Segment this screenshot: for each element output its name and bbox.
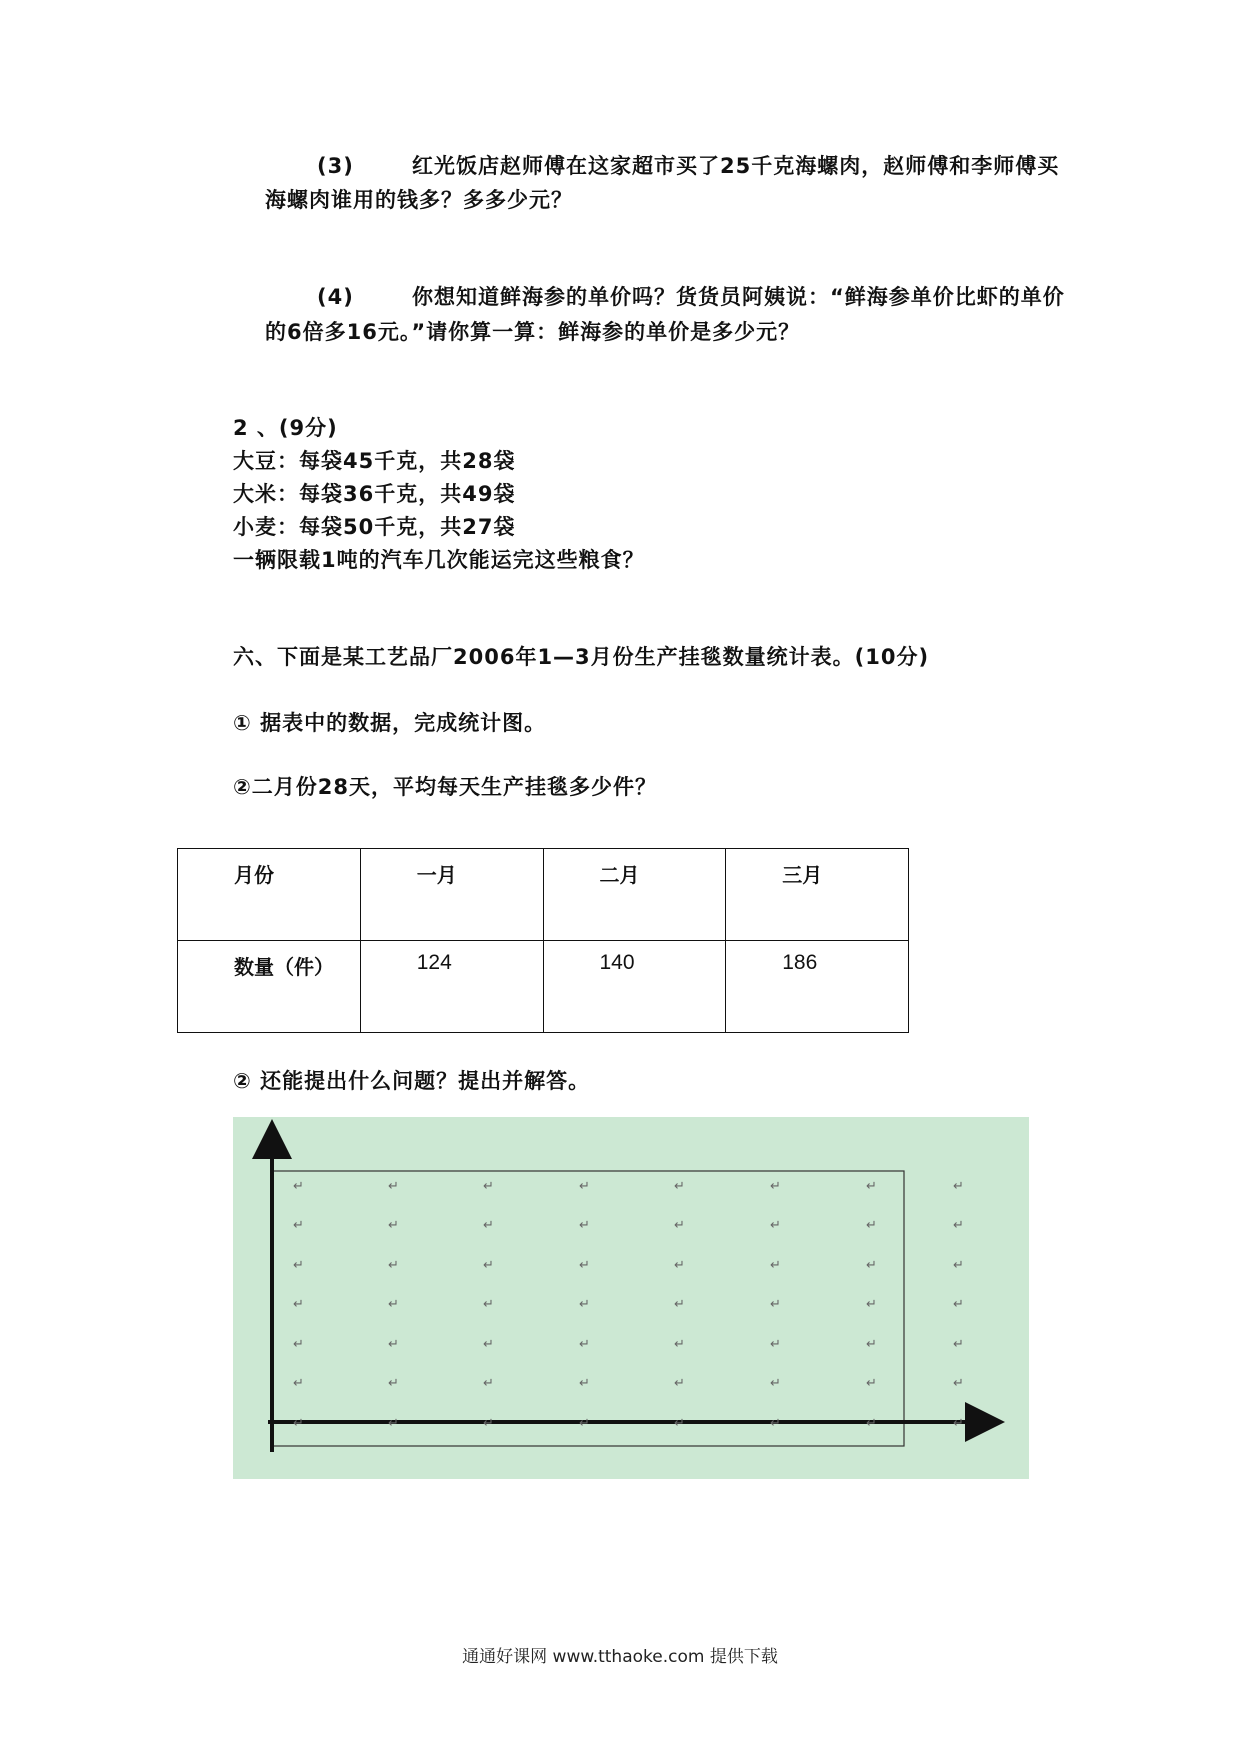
paragraph-mark: ↵ <box>293 1297 304 1312</box>
table-header-text: 二月 <box>599 863 640 887</box>
question-3-number: (3) <box>317 154 354 178</box>
paragraph-mark: ↵ <box>866 1416 877 1431</box>
question-3-text-line1: 红光饭店赵师傅在这家超市买了25千克海螺肉，赵师傅和李师傅买 <box>412 154 1060 178</box>
paragraph-mark: ↵ <box>579 1416 590 1431</box>
table-cell <box>543 941 726 1033</box>
problem-2-question: 一辆限载1吨的汽车几次能运完这些粮食？ <box>233 548 645 572</box>
paragraph-mark: ↵ <box>770 1416 781 1431</box>
problem-2-item: 大豆：每袋45千克，共28袋 <box>233 449 516 473</box>
paragraph-mark: ↵ <box>674 1218 685 1233</box>
paragraph-mark: ↵ <box>293 1376 304 1391</box>
paragraph-mark: ↵ <box>293 1337 304 1352</box>
problem-2-item: 大米：每袋36千克，共49袋 <box>233 482 516 506</box>
paragraph-mark: ↵ <box>388 1376 399 1391</box>
paragraph-mark: ↵ <box>770 1376 781 1391</box>
problem-2-title: 2 、(9分) <box>233 416 338 440</box>
paragraph-mark: ↵ <box>579 1376 590 1391</box>
section-6-question-2: ②二月份28天，平均每天生产挂毯多少件？ <box>233 775 658 799</box>
paragraph-mark: ↵ <box>483 1297 494 1312</box>
paragraph-mark: ↵ <box>770 1258 781 1273</box>
paragraph-mark: ↵ <box>866 1258 877 1273</box>
paragraph-mark: ↵ <box>388 1337 399 1352</box>
paragraph-mark: ↵ <box>579 1337 590 1352</box>
paragraph-mark: ↵ <box>483 1337 494 1352</box>
problem-2-item: 小麦：每袋50千克，共27袋 <box>233 515 516 539</box>
paragraph-mark: ↵ <box>293 1218 304 1233</box>
table-cell <box>178 941 361 1033</box>
paragraph-mark: ↵ <box>388 1218 399 1233</box>
paragraph-mark: ↵ <box>953 1297 964 1312</box>
table-header-cell <box>726 849 909 941</box>
table-header-text: 一月 <box>416 863 457 887</box>
paragraph-mark: ↵ <box>674 1416 685 1431</box>
statistics-table <box>177 848 909 1033</box>
paragraph-mark: ↵ <box>388 1416 399 1431</box>
paragraph-mark: ↵ <box>953 1179 964 1194</box>
blank-chart-area <box>233 1117 1029 1479</box>
paragraph-mark: ↵ <box>483 1416 494 1431</box>
paragraph-mark: ↵ <box>674 1337 685 1352</box>
paragraph-mark: ↵ <box>388 1258 399 1273</box>
paragraph-mark: ↵ <box>388 1179 399 1194</box>
page-footer: 通通好课网 www.tthaoke.com 提供下载 <box>462 1647 778 1667</box>
paragraph-mark: ↵ <box>293 1416 304 1431</box>
paragraph-mark: ↵ <box>866 1218 877 1233</box>
table-cell-value: 140 <box>599 951 635 974</box>
paragraph-mark: ↵ <box>770 1297 781 1312</box>
paragraph-mark: ↵ <box>674 1297 685 1312</box>
paragraph-mark: ↵ <box>953 1218 964 1233</box>
paragraph-mark: ↵ <box>483 1376 494 1391</box>
paragraph-mark: ↵ <box>770 1179 781 1194</box>
table-cell-value: 186 <box>782 951 818 974</box>
paragraph-mark: ↵ <box>866 1179 877 1194</box>
paragraph-mark: ↵ <box>579 1179 590 1194</box>
table-header-cell <box>543 849 726 941</box>
table-header-text: 三月 <box>782 863 823 887</box>
paragraph-mark: ↵ <box>579 1258 590 1273</box>
paragraph-mark: ↵ <box>674 1376 685 1391</box>
paragraph-mark: ↵ <box>483 1218 494 1233</box>
table-header-cell <box>360 849 543 941</box>
section-6-title: 六、下面是某工艺品厂2006年1—3月份生产挂毯数量统计表。(10分) <box>233 645 930 669</box>
question-4-text-line1: 你想知道鲜海参的单价吗？货货员阿姨说：“鲜海参单价比虾的单价 <box>412 285 1065 309</box>
table-cell <box>726 941 909 1033</box>
paragraph-mark: ↵ <box>953 1337 964 1352</box>
table-row <box>178 941 909 1033</box>
paragraph-mark: ↵ <box>953 1416 964 1431</box>
table-header-text: 月份 <box>234 863 274 887</box>
paragraph-mark: ↵ <box>866 1337 877 1352</box>
section-6-question-3: ② 还能提出什么问题？提出并解答。 <box>233 1069 591 1093</box>
question-4-text-line2: 的6倍多16元。”请你算一算：鲜海参的单价是多少元？ <box>265 320 801 344</box>
paragraph-mark: ↵ <box>674 1179 685 1194</box>
table-row-label: 数量（件） <box>234 955 334 979</box>
paragraph-mark: ↵ <box>770 1218 781 1233</box>
table-cell-value: 124 <box>416 951 452 974</box>
paragraph-marks <box>293 1179 964 1431</box>
paragraph-mark: ↵ <box>674 1258 685 1273</box>
paragraph-mark: ↵ <box>293 1258 304 1273</box>
table-cell <box>360 941 543 1033</box>
question-3-text-line2: 海螺肉谁用的钱多？多多少元？ <box>265 188 573 212</box>
paragraph-mark: ↵ <box>388 1297 399 1312</box>
section-6-question-1: ① 据表中的数据，完成统计图。 <box>233 711 547 735</box>
paragraph-mark: ↵ <box>579 1218 590 1233</box>
question-4-number: (4) <box>317 285 354 309</box>
paragraph-mark: ↵ <box>770 1337 781 1352</box>
paragraph-mark: ↵ <box>953 1376 964 1391</box>
paragraph-mark: ↵ <box>293 1179 304 1194</box>
paragraph-mark: ↵ <box>579 1297 590 1312</box>
paragraph-mark: ↵ <box>483 1179 494 1194</box>
paragraph-mark: ↵ <box>953 1258 964 1273</box>
paragraph-mark: ↵ <box>483 1258 494 1273</box>
blank-chart-svg <box>233 1117 1029 1479</box>
paragraph-mark: ↵ <box>866 1376 877 1391</box>
table-header-cell <box>178 849 361 941</box>
paragraph-mark: ↵ <box>866 1297 877 1312</box>
table-header-row <box>178 849 909 941</box>
